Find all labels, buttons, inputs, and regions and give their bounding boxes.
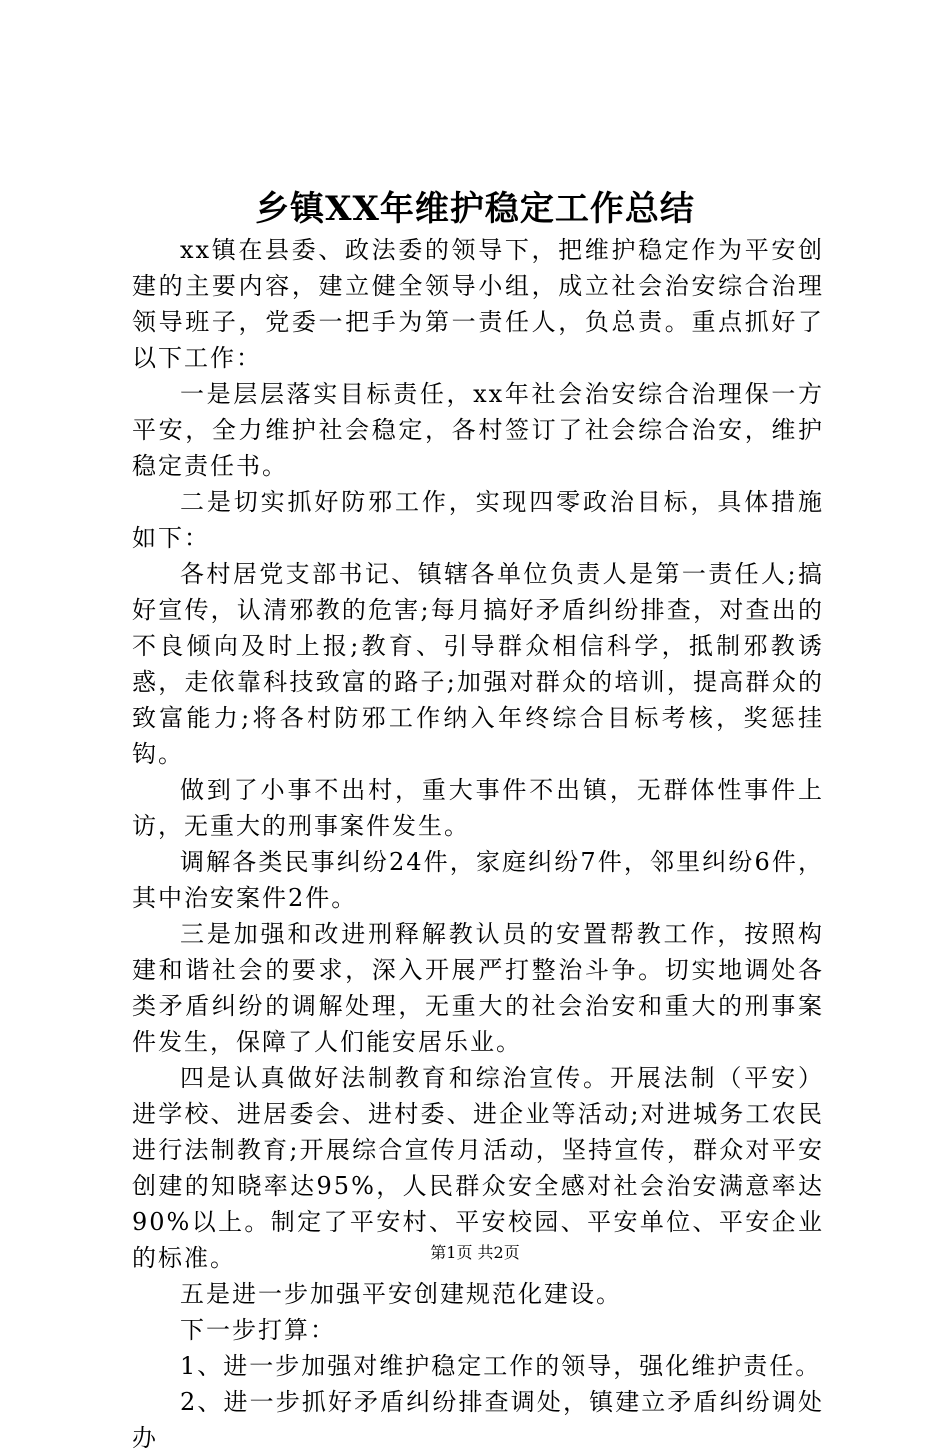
paragraph-results: 做到了小事不出村，重大事件不出镇，无群体性事件上访，无重大的刑事案件发生。: [132, 776, 824, 840]
document-title: 乡镇XX年维护稳定工作总结: [255, 189, 695, 229]
paragraph-next-steps: 下一步打算：: [180, 1316, 336, 1344]
paragraph-intro: xx镇在县委、政法委的领导下，把维护稳定作为平安创建的主要内容，建立健全领导小组，成立社会治安综合治理领导班子，党委一把手为第一责任人，负总责。重点抓好了以下工作：: [132, 236, 824, 372]
paragraph-disputes: 调解各类民事纠纷24件，家庭纠纷7件，邻里纠纷6件，其中治安案件2件。: [132, 848, 824, 912]
paragraph-point-one: 一是层层落实目标责任，xx年社会治安综合治理保一方平安，全力维护社会稳定，各村签订了社会综合治安，维护稳定责任书。: [132, 380, 824, 480]
paragraph-plan-two: 2、进一步抓好矛盾纠纷排查调处，镇建立矛盾纠纷调处办: [132, 1388, 824, 1452]
paragraph-point-three: 三是加强和改进刑释解教认员的安置帮教工作，按照构建和谐社会的要求，深入开展严打整治斗争。切实地调处各类矛盾纠纷的调解处理，无重大的社会治安和重大的刑事案件发生，保障了人们能安居乐业。: [132, 920, 824, 1056]
page-indicator: 第1页 共2页: [430, 1243, 520, 1262]
paragraph-measures: 各村居党支部书记、镇辖各单位负责人是第一责任人;搞好宣传，认清邪教的危害;每月搞好矛盾纠纷排查，对查出的不良倾向及时上报;教育、引导群众相信科学，抵制邪教诱惑，走依靠科技致富的路子;加强对群众的培训，提高群众的致富能力;将各村防邪工作纳入年终综合目标考核，奖惩挂钩。: [132, 560, 824, 768]
paragraph-point-five: 五是进一步加强平安创建规范化建设。: [180, 1280, 622, 1308]
paragraph-point-two: 二是切实抓好防邪工作，实现四零政治目标，具体措施如下：: [132, 488, 824, 552]
paragraph-point-four: 四是认真做好法制教育和综治宣传。开展法制（平安）进学校、进居委会、进村委、进企业等活动;对进城务工农民进行法制教育;开展综合宣传月活动，坚持宣传，群众对平安创建的知晓率达95%，人民群众安全感对社会治安满意率达90%以上。制定了平安村、平安校园、平安单位、平安企业的标准。: [132, 1064, 824, 1272]
paragraph-plan-one: 1、进一步加强对维护稳定工作的领导，强化维护责任。: [180, 1352, 822, 1380]
document-body: [132, 232, 824, 1456]
